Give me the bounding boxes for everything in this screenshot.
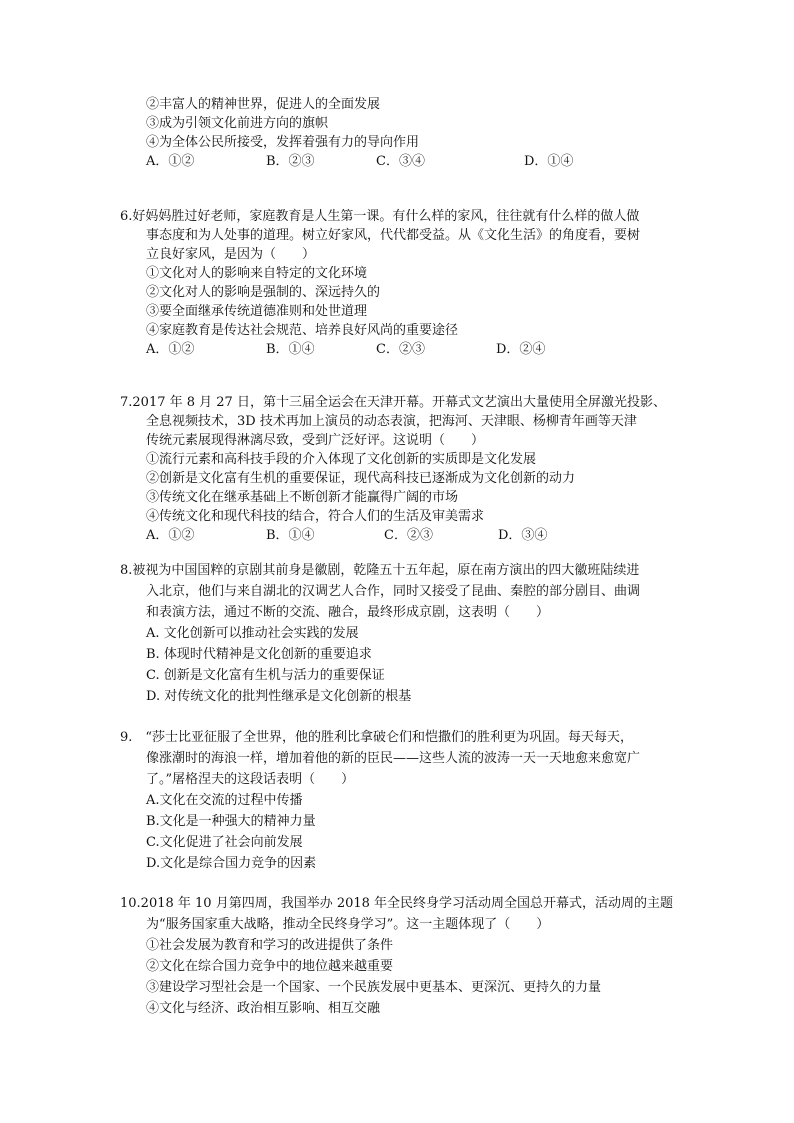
q6-item: ②文化对人的影响是强制的、深远持久的 bbox=[146, 285, 381, 300]
question-8 bbox=[120, 560, 680, 707]
q10-item: ③建设学习型社会是一个国家、一个民族发展中更基本、更深沉、更持久的力量 bbox=[146, 980, 602, 995]
q7-options bbox=[120, 526, 680, 545]
q7-stem-line: 7.2017 年 8 月 27 日，第十三届全运会在天津开幕。开幕式文艺演出大量使用全屏激光投影、 bbox=[120, 395, 666, 410]
q7-option-d: D．③④ bbox=[498, 528, 548, 543]
q6-stem-line: 6.好妈妈胜过好老师，家庭教育是人生第一课。有什么样的家风，往往就有什么样的做人做 bbox=[120, 209, 640, 224]
q10-item: ①社会发展为教育和学习的改进提供了条件 bbox=[146, 938, 394, 953]
q8-stem-line: 和表演方法，通过不断的交流、融合，最终形成京剧，这表明（ ） bbox=[146, 605, 550, 620]
q9-stem-line: 9. “莎士比亚征服了全世界，他的胜利比拿破仑们和恺撒们的胜利更为巩固。每天每天， bbox=[120, 730, 634, 745]
q5-item: ②丰富人的精神世界，促进人的全面发展 bbox=[146, 97, 381, 112]
q6-stem-line: 事态度和为人处事的道理。树立好家风，代代都受益。从《文化生活》的角度看，要树 bbox=[146, 228, 641, 243]
q10-stem-line: 10.2018 年 10 月第四周，我国举办 2018 年全民终身学习活动周全国总开幕式，活动周的主题 bbox=[120, 896, 674, 911]
q6-option-c: C．②③ bbox=[376, 342, 425, 357]
q9-option-a: A.文化在交流的过程中传播 bbox=[146, 793, 303, 808]
q5-option-d: D．①④ bbox=[524, 154, 574, 169]
q5-option-c: C．③④ bbox=[376, 154, 425, 169]
q5-item: ③成为引领文化前进方向的旗帜 bbox=[146, 116, 329, 131]
q7-item: ④传统文化和现代科技的结合，符合人们的生活及审美需求 bbox=[146, 509, 485, 524]
q8-option-d: D. 对传统文化的批判性继承是文化创新的根基 bbox=[146, 689, 412, 704]
q6-stem-line: 立良好家风，是因为（ ） bbox=[146, 247, 316, 262]
q6-item: ①文化对人的影响来自特定的文化环境 bbox=[146, 266, 368, 281]
q10-item: ②文化在综合国力竞争中的地位越来越重要 bbox=[146, 959, 394, 974]
question-7 bbox=[120, 393, 680, 545]
q9-option-d: D.文化是综合国力竞争的因素 bbox=[146, 856, 317, 871]
q5-option-a: A．①② bbox=[146, 154, 195, 169]
q6-option-b: B．①④ bbox=[266, 342, 315, 357]
q6-option-d: D．②④ bbox=[496, 342, 546, 357]
q6-options bbox=[120, 340, 680, 359]
q9-option-b: B.文化是一种强大的精神力量 bbox=[146, 814, 316, 829]
question-9 bbox=[120, 727, 680, 874]
q7-item: ①流行元素和高科技手段的介入体现了文化创新的实质即是文化发展 bbox=[146, 452, 537, 467]
q8-stem-line: 入北京，他们与来自湖北的汉调艺人合作，同时又接受了昆曲、秦腔的部分剧目、曲调 bbox=[146, 584, 641, 599]
q7-option-c: C．②③ bbox=[384, 528, 433, 543]
q9-stem-line: 像涨潮时的海浪一样，增加着他的新的臣民——这些人流的波涛一天一天地愈来愈宽广 bbox=[146, 751, 641, 766]
q7-item: ②创新是文化富有生机的重要保证，现代高科技已逐渐成为文化创新的动力 bbox=[146, 471, 576, 486]
q10-stem-line: 为“服务国家重大战略，推动全民终身学习”。这一主题体现了（ ） bbox=[146, 917, 550, 932]
q9-option-c: C.文化促进了社会向前发展 bbox=[146, 835, 303, 850]
q5-option-b: B．②③ bbox=[266, 154, 315, 169]
q6-item: ④家庭教育是传达社会规范、培养良好风尚的重要途径 bbox=[146, 323, 459, 338]
q8-option-a: A. 文化创新可以推动社会实践的发展 bbox=[146, 626, 359, 641]
question-10 bbox=[120, 893, 680, 1019]
q7-option-b: B．①④ bbox=[266, 528, 315, 543]
question-6 bbox=[120, 207, 680, 359]
question-5 bbox=[120, 95, 680, 171]
q5-item: ④为全体公民所接受，发挥着强有力的导向作用 bbox=[146, 135, 420, 150]
q7-stem-line: 全息视频技术，3D 技术再加上演员的动态表演，把海河、天津眼、杨柳青年画等天津 bbox=[146, 414, 637, 429]
q8-stem-line: 8.被视为中国国粹的京剧其前身是徽剧，乾隆五十五年起，原在南方演出的四大徽班陆续进 bbox=[120, 563, 640, 578]
q7-option-a: A．①② bbox=[146, 528, 195, 543]
q8-option-b: B. 体现时代精神是文化创新的重要追求 bbox=[146, 647, 372, 662]
q7-item: ③传统文化在继承基础上不断创新才能赢得广阔的市场 bbox=[146, 490, 459, 505]
q5-options bbox=[120, 152, 680, 171]
q7-stem-line: 传统元素展现得淋漓尽致，受到广泛好评。这说明（ ） bbox=[146, 433, 485, 448]
q6-item: ③要全面继承传统道德准则和处世道理 bbox=[146, 304, 368, 319]
q6-option-a: A．①② bbox=[146, 342, 195, 357]
q9-stem-line: 了。”屠格涅夫的这段话表明（ ） bbox=[146, 772, 355, 787]
q10-item: ④文化与经济、政治相互影响、相互交融 bbox=[146, 1001, 381, 1016]
q8-option-c: C. 创新是文化富有生机与活力的重要保证 bbox=[146, 668, 385, 683]
